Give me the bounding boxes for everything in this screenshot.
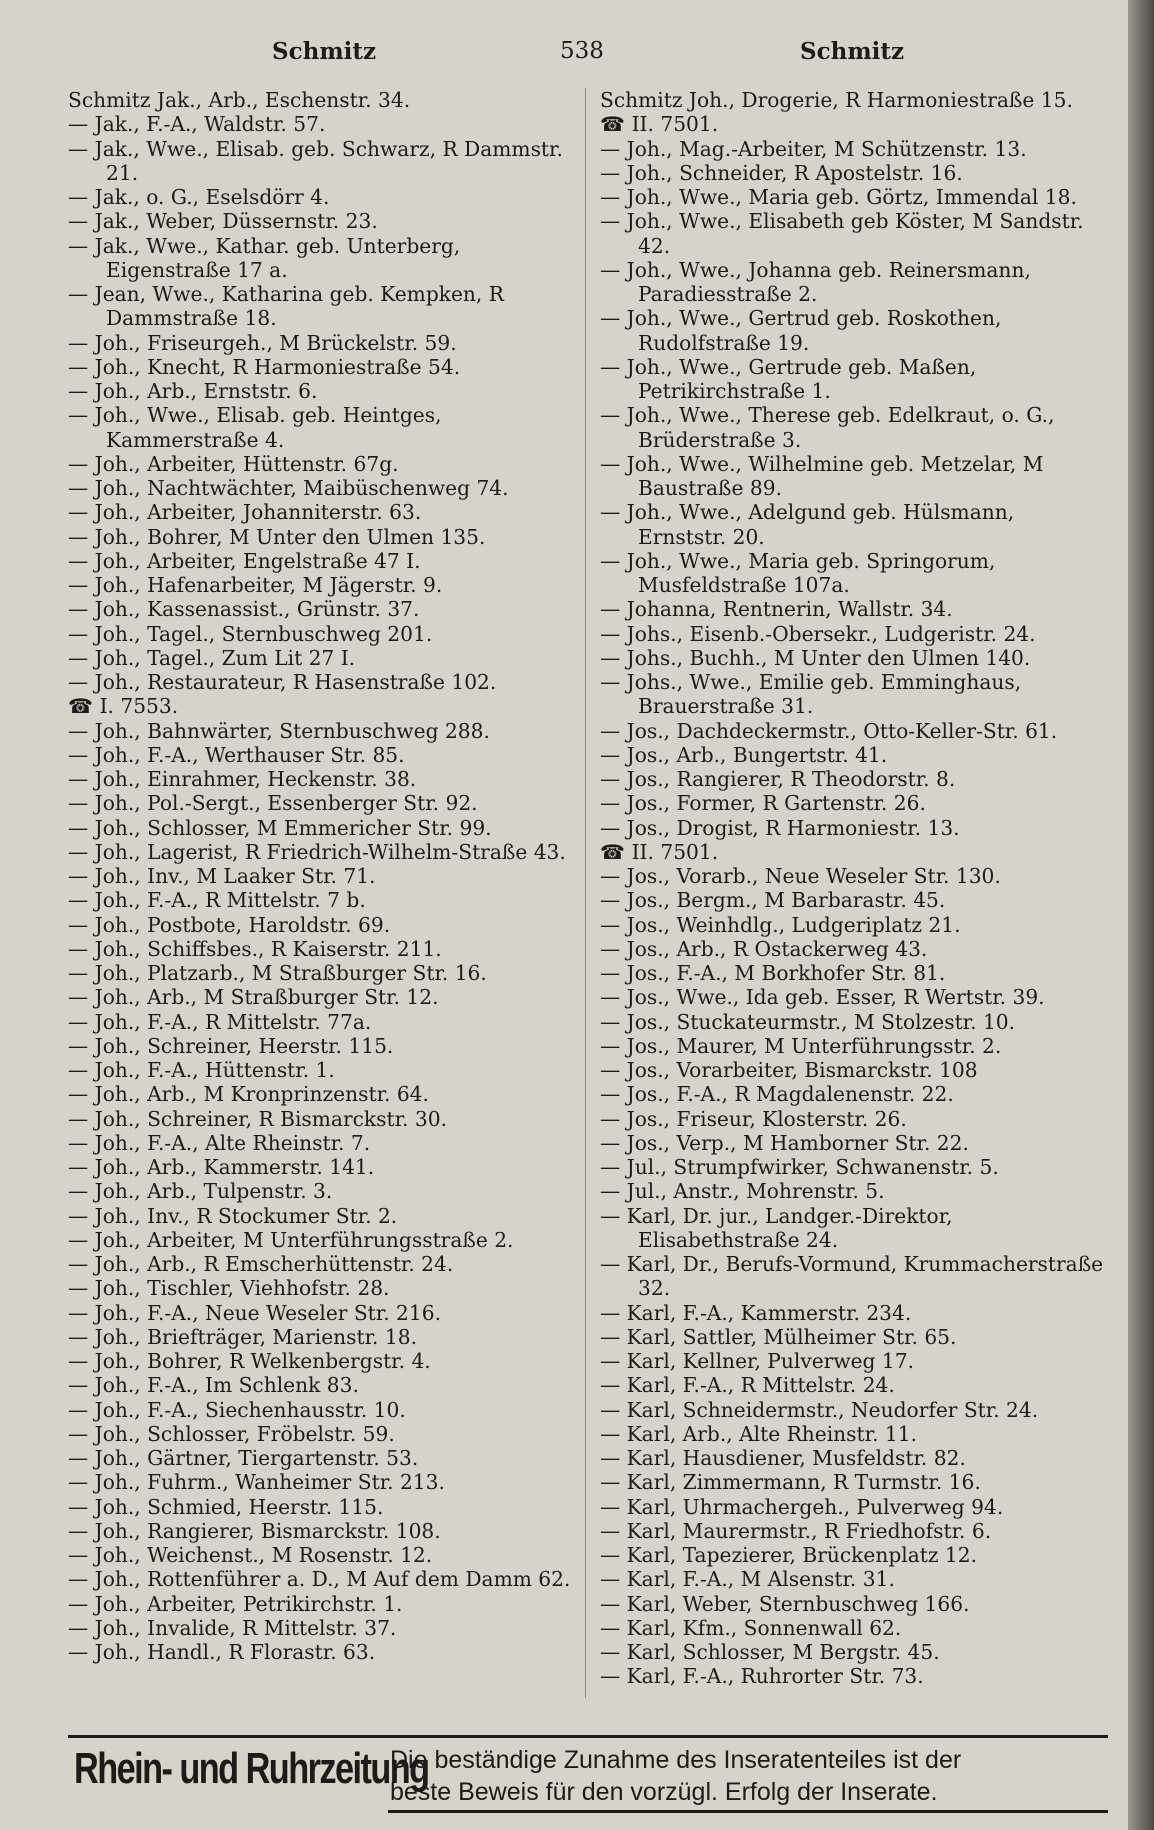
directory-entry: — Jak., o. G., Eselsdörr 4. <box>68 185 330 209</box>
directory-entry: — Joh., Briefträger, Marienstr. 18. <box>68 1324 418 1349</box>
directory-entry: — Joh., Inv., R Stockumer Str. 2. <box>68 1203 398 1228</box>
directory-entry: — Joh., Gärtner, Tiergartenstr. 53. <box>68 1446 419 1470</box>
directory-entry: — Johs., Eisenb.-Obersekr., Ludgeristr. 24. <box>600 621 1036 646</box>
directory-entry: — Karl, Zimmermann, R Turmstr. 16. <box>600 1470 981 1495</box>
directory-entry: — Joh., Einrahmer, Heckenstr. 38. <box>68 767 417 791</box>
directory-entry: — Joh., Arb., Kammerstr. 141. <box>68 1155 375 1179</box>
directory-entry: — Jak., F.-A., Waldstr. 57. <box>68 112 326 137</box>
directory-entry: — Jak., Weber, Düssernstr. 23. <box>68 209 378 234</box>
directory-entry: — Joh., Wwe., Gertrud geb. Roskothen, Rudolfstraße 19. <box>600 306 1002 355</box>
directory-entry: — Jos., Wwe., Ida geb. Esser, R Wertstr. 39. <box>600 985 1045 1010</box>
directory-entry: — Joh., Nachtwächter, Maibüschenweg 74. <box>68 476 509 500</box>
directory-entry: — Joh., Lagerist, R Friedrich-Wilhelm-Straße 43. <box>68 839 566 864</box>
directory-entry: — Karl, F.-A., Kammerstr. 234. <box>600 1300 912 1325</box>
directory-entry: — Karl, Tapezierer, Brückenplatz 12. <box>600 1543 978 1567</box>
directory-entry: — Jos., Verp., M Hamborner Str. 22. <box>600 1130 969 1155</box>
directory-entry: — Jos., F.-A., R Magdalenenstr. 22. <box>600 1082 954 1107</box>
directory-entry: — Jos., Weinhdlg., Ludgeriplatz 21. <box>600 912 961 937</box>
directory-entry: — Joh., Tagel., Sternbuschweg 201. <box>68 621 433 646</box>
directory-entry: — Karl, Weber, Sternbuschweg 166. <box>600 1591 970 1616</box>
directory-entry: — Jos., Arb., Bungertstr. 41. <box>600 742 888 767</box>
directory-entry: — Joh., Kassenassist., Grünstr. 37. <box>68 597 420 622</box>
directory-entry: — Johanna, Rentnerin, Wallstr. 34. <box>600 597 953 622</box>
ad-text-line-1: Die beständige Zunahme des Inseratenteiles ist der <box>390 1746 962 1774</box>
directory-entry: — Karl, F.-A., R Mittelstr. 24. <box>600 1373 895 1398</box>
directory-entry: — Joh., F.-A., Im Schlenk 83. <box>68 1373 359 1398</box>
directory-entry: — Joh., Invalide, R Mittelstr. 37. <box>68 1615 397 1640</box>
directory-entry: — Jos., Dachdeckermstr., Otto-Keller-Str. 61. <box>600 718 1058 743</box>
book-spine-shadow <box>1128 0 1154 1830</box>
directory-entry: — Jos., Stuckateurmstr., M Stolzestr. 10. <box>600 1009 1016 1034</box>
directory-entry: — Joh., Arb., Tulpenstr. 3. <box>68 1179 333 1204</box>
directory-entry: — Joh., Arbeiter, M Unterführungsstraße 2. <box>68 1227 514 1252</box>
directory-entry: — Joh., Wwe., Johanna geb. Reinersmann, Paradiesstraße 2. <box>600 257 1031 306</box>
directory-entry: — Joh., Schreiner, Heerstr. 115. <box>68 1033 394 1058</box>
ad-text-line-2: beste Beweis für den vorzügl. Erfolg der Inserate. <box>390 1778 938 1806</box>
directory-entry: — Joh., Wwe., Maria geb. Springorum, Musfeldstraße 107a. <box>600 548 996 597</box>
directory-entry: — Jul., Anstr., Mohrenstr. 5. <box>600 1179 885 1204</box>
directory-entry: — Joh., Bohrer, M Unter den Ulmen 135. <box>68 524 486 549</box>
newspaper-advertisement <box>68 1735 1108 1818</box>
directory-entry: — Joh., Arb., R Emscherhüttenstr. 24. <box>68 1252 454 1276</box>
directory-entry: — Joh., Restaurateur, R Hasenstraße 102. <box>68 670 497 694</box>
directory-entry: — Joh., Postbote, Haroldstr. 69. <box>68 912 391 937</box>
directory-entry: — Joh., Wwe., Wilhelmine geb. Metzelar, M Baustraße 89. <box>600 451 1044 500</box>
directory-entry: — Joh., Wwe., Gertrude geb. Maßen, Petrikirchstraße 1. <box>600 354 977 403</box>
directory-entry: — Joh., Wwe., Adelgund geb. Hülsmann, Ernststr. 20. <box>600 500 1015 549</box>
directory-entry: — Joh., Pol.-Sergt., Essenberger Str. 92. <box>68 791 478 816</box>
directory-entry: — Joh., Arb., M Straßburger Str. 12. <box>68 985 439 1010</box>
directory-entry: — Karl, Arb., Alte Rheinstr. 11. <box>600 1421 918 1446</box>
directory-entry: — Joh., Handl., R Florastr. 63. <box>68 1640 376 1664</box>
directory-entry: — Karl, F.-A., Ruhrorter Str. 73. <box>600 1664 924 1689</box>
page-header <box>0 38 1120 78</box>
directory-entry: ☎ I. 7553. <box>68 694 179 719</box>
directory-entry: Schmitz Joh., Drogerie, R Harmoniestraße 15. <box>600 88 1073 112</box>
directory-entry: — Jos., Friseur, Klosterstr. 26. <box>600 1106 907 1131</box>
directory-entry: — Joh., Arb., M Kronprinzenstr. 64. <box>68 1082 429 1107</box>
column-divider <box>585 88 586 1698</box>
directory-entry: — Karl, Hausdiener, Musfeldstr. 82. <box>600 1446 966 1470</box>
directory-entry: — Johs., Wwe., Emilie geb. Emminghaus, Brauerstraße 31. <box>600 670 1022 719</box>
directory-entry: — Joh., Mag.-Arbeiter, M Schützenstr. 13. <box>600 136 1027 161</box>
directory-entry: — Karl, Schlosser, M Bergstr. 45. <box>600 1640 940 1664</box>
directory-entry: — Joh., Arbeiter, Petrikirchstr. 1. <box>68 1591 403 1616</box>
directory-entry: — Karl, Sattler, Mülheimer Str. 65. <box>600 1324 957 1349</box>
directory-entry: — Joh., Arbeiter, Engelstraße 47 I. <box>68 548 421 573</box>
directory-entry: — Joh., Rottenführer a. D., M Auf dem Damm 62. <box>68 1567 571 1592</box>
directory-entry: — Joh., Wwe., Elisab. geb. Heintges, Kammerstraße 4. <box>68 403 442 452</box>
directory-entry: Schmitz Jak., Arb., Eschenstr. 34. <box>68 88 411 112</box>
directory-entry: — Joh., Tischler, Viehhofstr. 28. <box>68 1276 390 1301</box>
ad-newspaper-name: Rhein- und Ruhrzeitung <box>74 1744 429 1793</box>
directory-entry: — Karl, Maurermstr., R Friedhofstr. 6. <box>600 1518 992 1543</box>
directory-entry: — Joh., F.-A., Werthauser Str. 85. <box>68 742 405 767</box>
directory-entry: — Karl, Uhrmachergeh., Pulverweg 94. <box>600 1494 1004 1519</box>
header-left-name: Schmitz <box>272 38 377 65</box>
directory-entry: — Karl, Schneidermstr., Neudorfer Str. 24. <box>600 1397 1039 1422</box>
directory-entry: — Joh., F.-A., Hüttenstr. 1. <box>68 1058 335 1082</box>
directory-entry: — Karl, Kellner, Pulverweg 17. <box>600 1349 914 1373</box>
directory-entry: — Joh., Schiffsbes., R Kaiserstr. 211. <box>68 936 442 961</box>
directory-entry: — Jos., Drogist, R Harmoniestr. 13. <box>600 815 960 840</box>
directory-entry: ☎ II. 7501. <box>600 112 719 137</box>
directory-entry: — Jak., Wwe., Kathar. geb. Unterberg, Eigenstraße 17 a. <box>68 233 461 282</box>
directory-entry: — Joh., Wwe., Maria geb. Görtz, Immendal 18. <box>600 185 1077 209</box>
directory-entry: — Joh., Schlosser, M Emmericher Str. 99. <box>68 815 492 840</box>
directory-entry: — Joh., F.-A., Neue Weseler Str. 216. <box>68 1300 441 1325</box>
directory-entry: — Joh., Schmied, Heerstr. 115. <box>68 1494 384 1519</box>
directory-entry: — Karl, Kfm., Sonnenwall 62. <box>600 1615 902 1640</box>
directory-entry: — Jos., Vorarb., Neue Weseler Str. 130. <box>600 864 1001 888</box>
directory-entry: — Joh., Fuhrm., Wanheimer Str. 213. <box>68 1470 445 1495</box>
directory-entry: — Joh., F.-A., R Mittelstr. 7 b. <box>68 888 366 913</box>
directory-entry: — Joh., Arbeiter, Hüttenstr. 67g. <box>68 451 399 476</box>
directory-entry: — Karl, Dr., Berufs-Vormund, Krummacherstraße 32. <box>600 1252 1104 1301</box>
directory-entry: — Joh., Wwe., Therese geb. Edelkraut, o. G., Brüderstraße 3. <box>600 403 1055 452</box>
directory-entry: — Joh., F.-A., Alte Rheinstr. 7. <box>68 1130 371 1155</box>
directory-entry: — Jos., F.-A., M Borkhofer Str. 81. <box>600 961 946 985</box>
directory-entry: — Jos., Arb., R Ostackerweg 43. <box>600 936 928 961</box>
right-column <box>600 88 1105 1689</box>
directory-entry: — Joh., Rangierer, Bismarckstr. 108. <box>68 1518 441 1543</box>
left-column <box>68 88 578 1664</box>
directory-entry: — Joh., Knecht, R Harmoniestraße 54. <box>68 354 461 379</box>
directory-entry: — Joh., F.-A., R Mittelstr. 77a. <box>68 1009 372 1034</box>
directory-entry: — Jos., Maurer, M Unterführungsstr. 2. <box>600 1033 1002 1058</box>
directory-entry: — Joh., Schreiner, R Bismarckstr. 30. <box>68 1106 447 1131</box>
directory-entry: — Johs., Buchh., M Unter den Ulmen 140. <box>600 645 1031 670</box>
directory-entry: — Joh., Friseurgeh., M Brückelstr. 59. <box>68 330 457 355</box>
directory-entry: — Jos., Vorarbeiter, Bismarckstr. 108 <box>600 1058 978 1082</box>
directory-entry: — Joh., Wwe., Elisabeth geb Köster, M Sandstr. 42. <box>600 209 1084 258</box>
directory-entry: — Joh., Arb., Ernststr. 6. <box>68 379 318 403</box>
directory-entry: — Joh., Bahnwärter, Sternbuschweg 288. <box>68 718 490 743</box>
directory-entry: — Karl, Dr. jur., Landger.-Direktor, Elisabethstraße 24. <box>600 1203 953 1252</box>
directory-entry: — Joh., Schneider, R Apostelstr. 16. <box>600 160 963 185</box>
directory-entry: — Joh., Hafenarbeiter, M Jägerstr. 9. <box>68 573 443 597</box>
directory-entry: — Jean, Wwe., Katharina geb. Kempken, R Dammstraße 18. <box>68 282 504 331</box>
header-right-name: Schmitz <box>800 38 905 65</box>
directory-entry: — Joh., Arbeiter, Johanniterstr. 63. <box>68 500 422 525</box>
directory-entry: — Jos., Former, R Gartenstr. 26. <box>600 791 926 816</box>
directory-entry: — Joh., Schlosser, Fröbelstr. 59. <box>68 1421 395 1446</box>
directory-entry: — Jul., Strumpfwirker, Schwanenstr. 5. <box>600 1155 999 1179</box>
directory-entry: — Jak., Wwe., Elisab. geb. Schwarz, R Dammstr. 21. <box>68 136 563 185</box>
directory-entry: — Joh., Bohrer, R Welkenbergstr. 4. <box>68 1349 431 1373</box>
directory-entry: — Jos., Bergm., M Barbarastr. 45. <box>600 888 946 913</box>
directory-entry: — Jos., Rangierer, R Theodorstr. 8. <box>600 767 956 791</box>
directory-entry: — Joh., F.-A., Siechenhausstr. 10. <box>68 1397 406 1422</box>
directory-entry: — Joh., Platzarb., M Straßburger Str. 16. <box>68 961 487 985</box>
ad-underline <box>388 1810 1108 1813</box>
page-number: 538 <box>560 38 604 64</box>
directory-entry: — Karl, F.-A., M Alsenstr. 31. <box>600 1567 895 1592</box>
directory-entry: — Joh., Tagel., Zum Lit 27 I. <box>68 645 356 670</box>
directory-entry: — Joh., Inv., M Laaker Str. 71. <box>68 864 376 888</box>
directory-entry: — Joh., Weichenst., M Rosenstr. 12. <box>68 1543 433 1567</box>
directory-entry: ☎ II. 7501. <box>600 839 719 864</box>
